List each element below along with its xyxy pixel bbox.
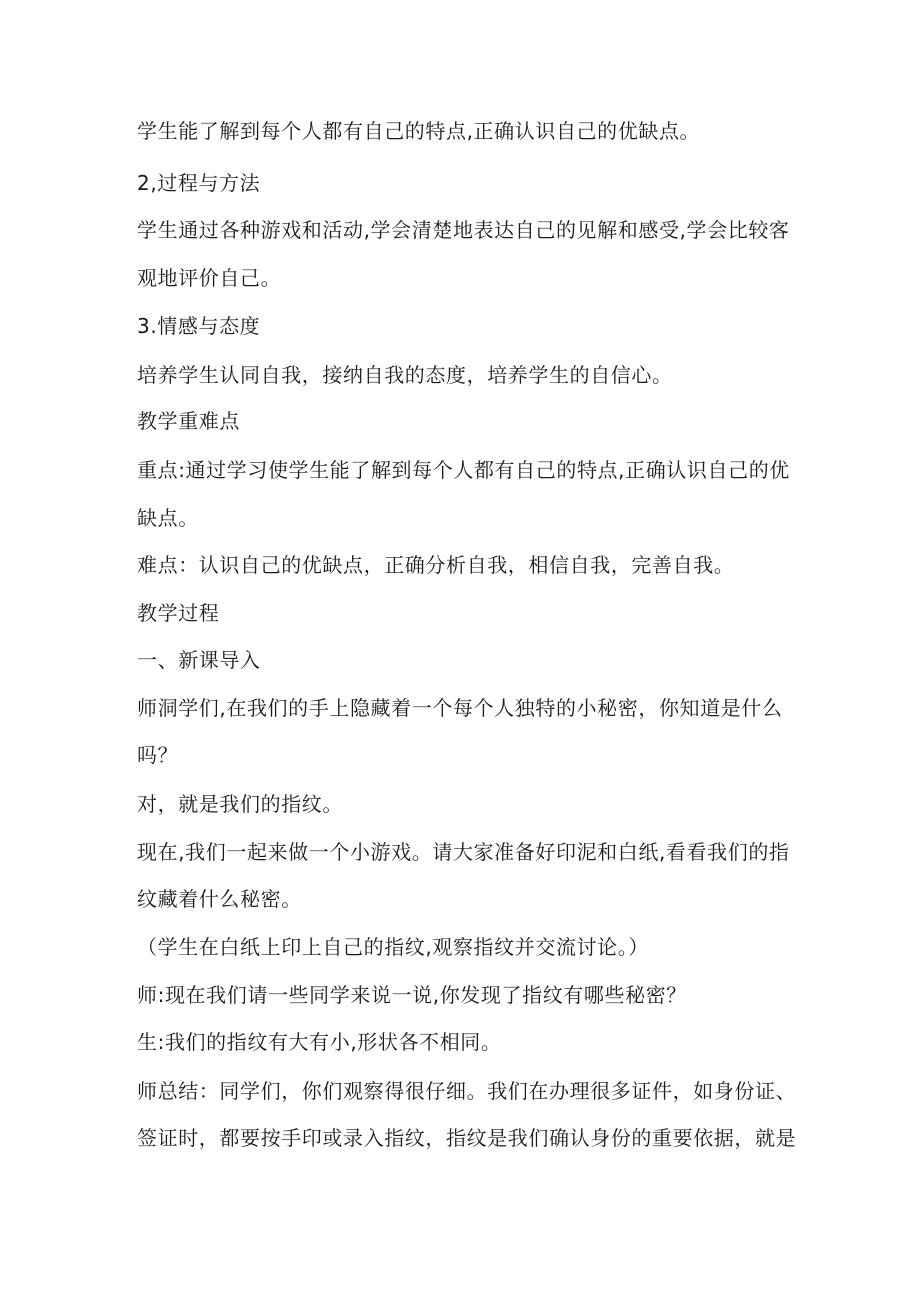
text-line: 师:现在我们请一些同学来说一说,你发现了指纹有哪些秘密？ bbox=[137, 983, 687, 1007]
text-line: 难点：认识自己的优缺点，正确分析自我，相信自我，完善自我。 bbox=[137, 553, 735, 577]
section-heading: 3.情感与态度 bbox=[137, 314, 261, 338]
text-line: 签证时，都要按手印或录入指纹，指纹是我们确认身份的重要依据，就是 bbox=[137, 1126, 797, 1150]
text-line: 观地评价自己。 bbox=[137, 266, 282, 290]
section-heading: 2,过程与方法 bbox=[137, 171, 261, 195]
text-line: 重点:通过学习使学生能了解到每个人都有自己的特点,正确认识自己的优 bbox=[137, 458, 790, 482]
text-line: 缺点。 bbox=[137, 506, 199, 530]
text-line: （学生在白纸上印上自己的指纹,观察指纹并交流讨论。） bbox=[137, 935, 649, 959]
section-heading: 教学重难点 bbox=[137, 409, 240, 433]
text-line: 师洞学们,在我们的手上隐藏着一个每个人独特的小秘密，你知道是什么 bbox=[137, 696, 783, 720]
text-line: 学生通过各种游戏和活动,学会清楚地表达自己的见解和感受,学会比较客 bbox=[137, 218, 790, 242]
text-line: 师总结：同学们，你们观察得很仔细。我们在办理很多证件，如身份证、 bbox=[137, 1079, 797, 1103]
text-line: 纹藏着什么秘密。 bbox=[137, 887, 302, 911]
section-heading: 一、新课导入 bbox=[137, 648, 261, 672]
text-line: 生:我们的指纹有大有小,形状各不相同。 bbox=[137, 1030, 502, 1054]
text-line: 对，就是我们的指纹。 bbox=[137, 792, 343, 816]
text-line: 学生能了解到每个人都有自己的特点,正确认识自己的优缺点。 bbox=[137, 119, 701, 143]
text-line: 现在,我们一起来做一个小游戏。请大家准备好印泥和白纸,看看我们的指 bbox=[137, 840, 790, 864]
text-line: 培养学生认同自我，接纳自我的态度，培养学生的自信心。 bbox=[137, 363, 673, 387]
section-heading: 教学过程 bbox=[137, 601, 220, 625]
text-line: 吗？ bbox=[137, 743, 179, 767]
